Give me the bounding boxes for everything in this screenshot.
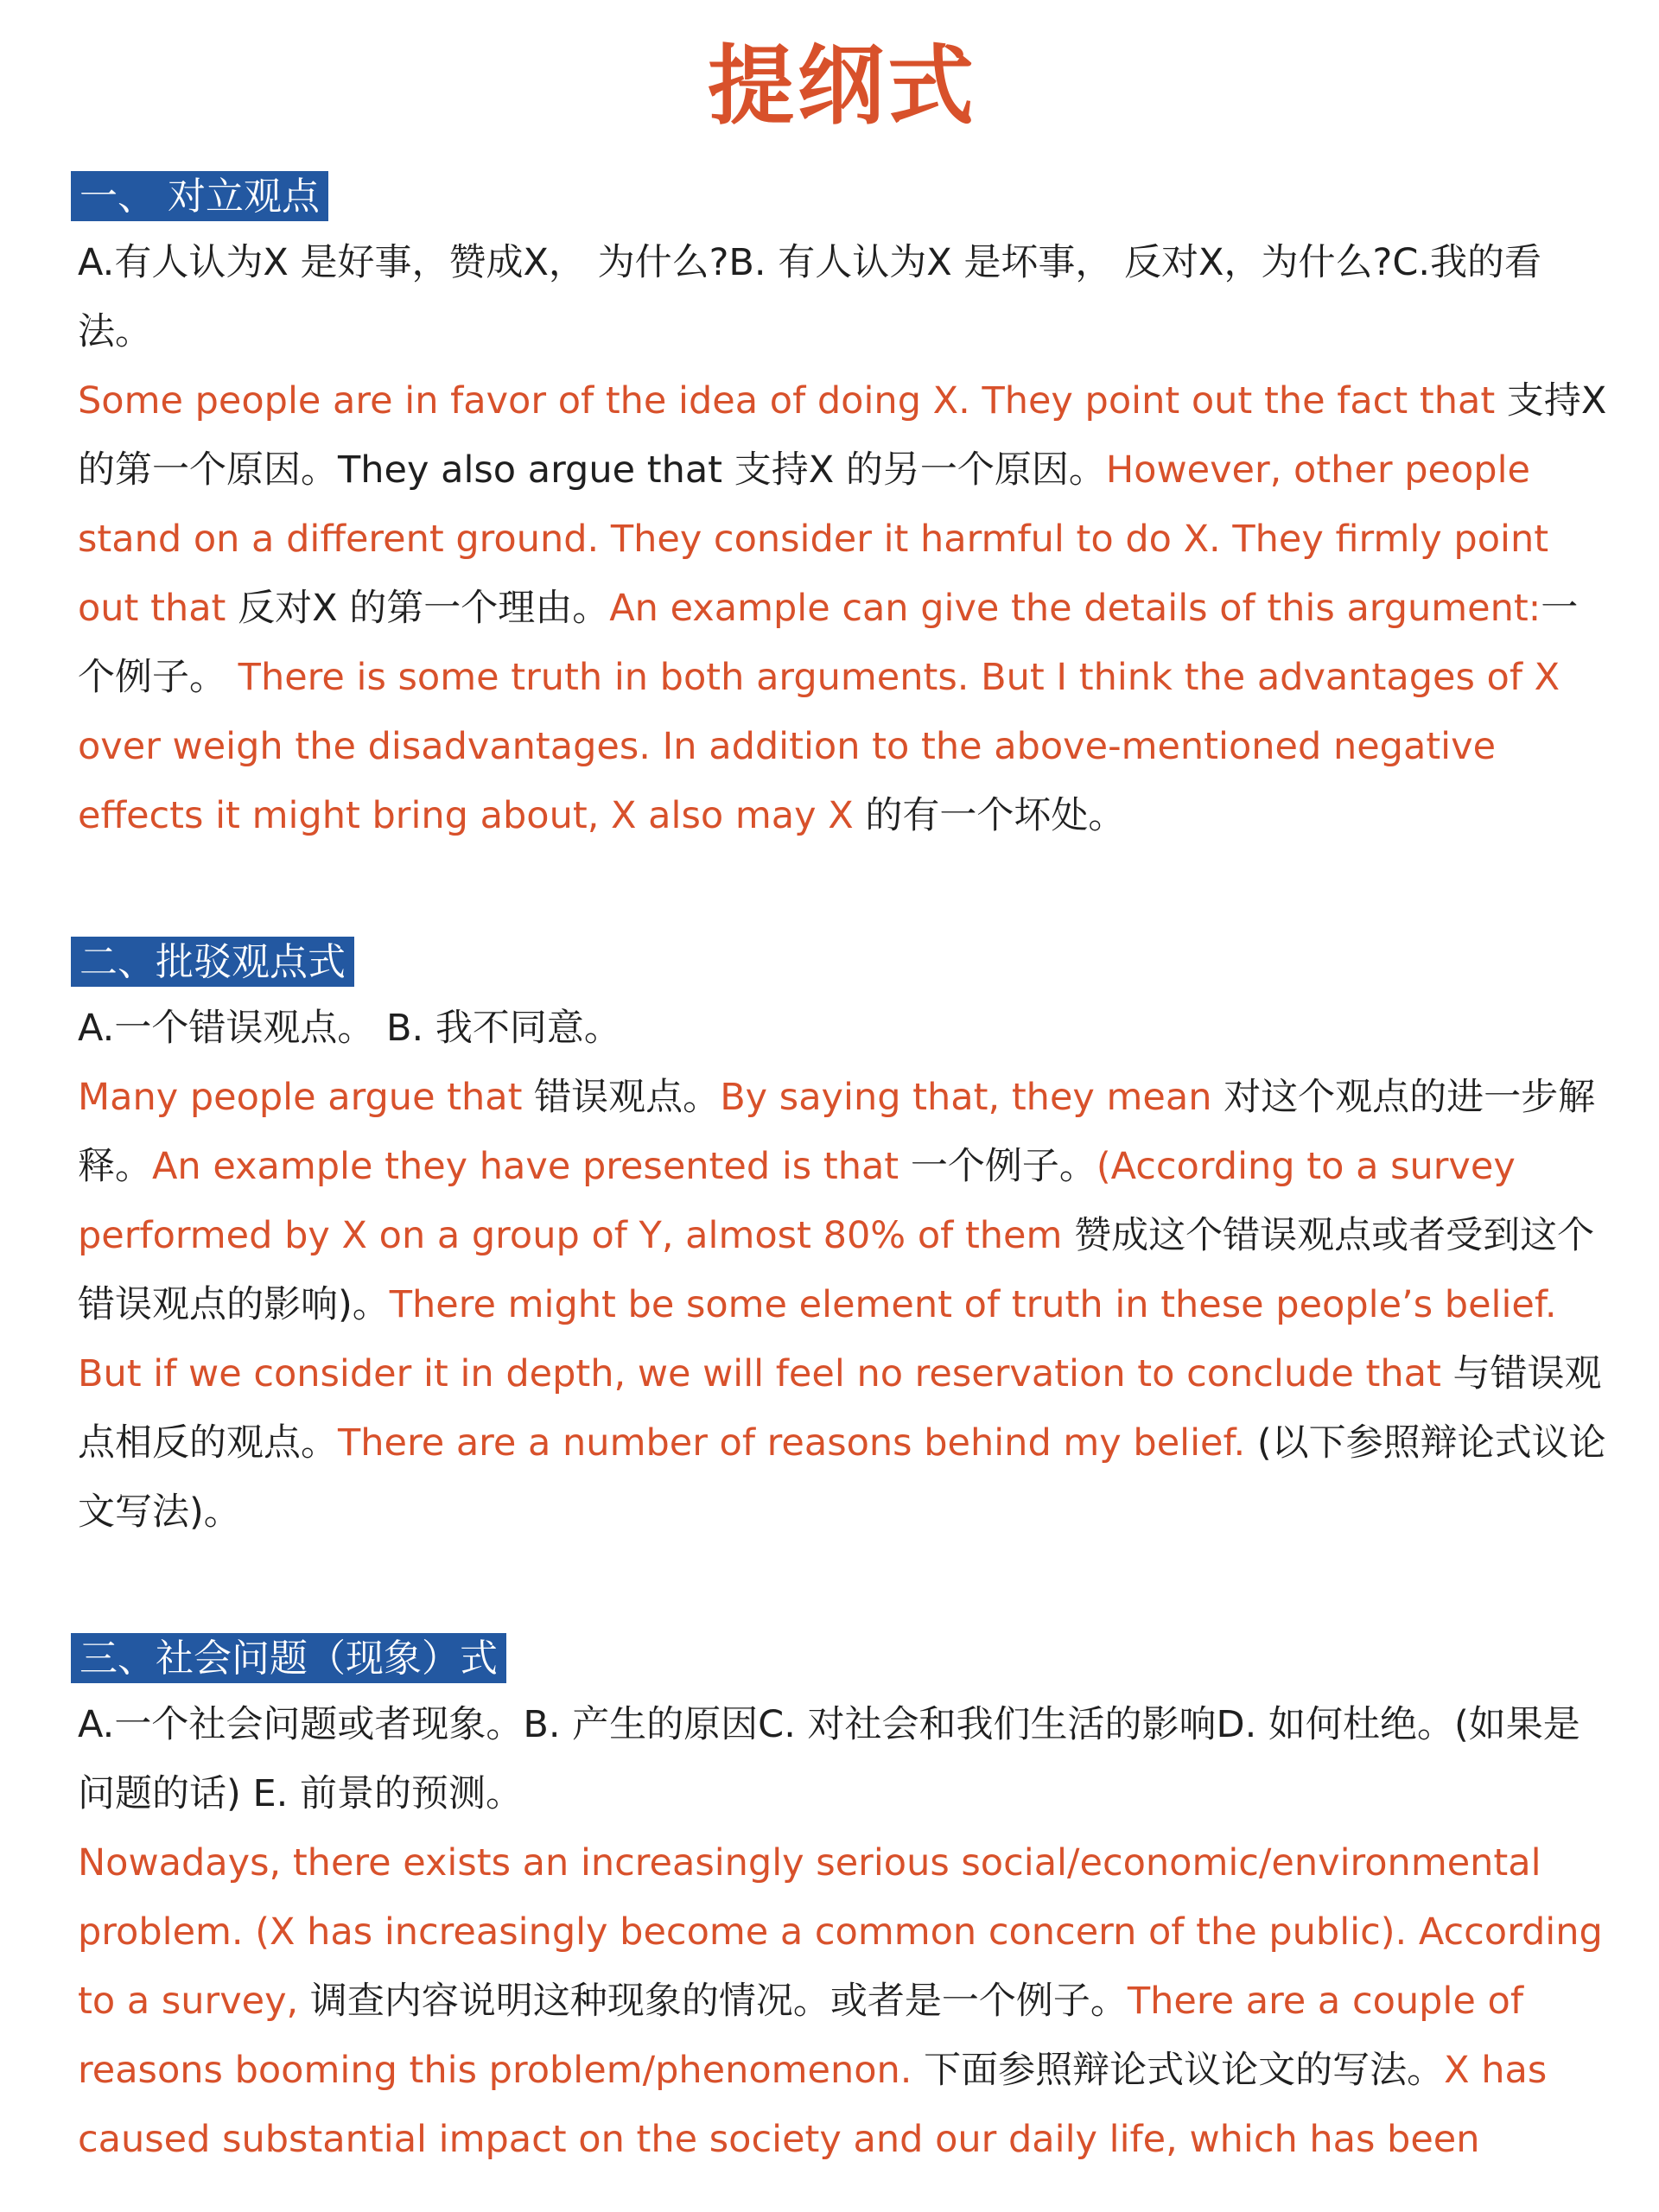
- english-template-text: An example they have presented is that: [152, 1145, 911, 1188]
- english-template-text: Many people argue that: [78, 1076, 535, 1119]
- chinese-note-text: 错误观点。: [534, 1076, 721, 1119]
- english-template-text: There are a couple of reasons booming this problem/phenomenon.: [78, 1980, 1523, 2092]
- chinese-note-text: 一个例子。: [78, 587, 1579, 699]
- english-template-text: By saying that, they mean: [720, 1076, 1224, 1119]
- section-outline: A.一个社会问题或者现象。B. 产生的原因C. 对社会和我们生活的影响D. 如何杜绝。(如果是问题的话) E. 前景的预测。: [78, 1703, 1580, 1815]
- page-title: 提纲式: [708, 35, 977, 137]
- english-template-text: There are a number of reasons behind my belief.: [338, 1421, 1257, 1465]
- chinese-note-text: 对这个观点的进一步解释。: [78, 1076, 1596, 1188]
- english-template-text: There might be some element of truth in these people’s belief. But if we consider it in depth, we will feel no reservation to conclude that: [78, 1283, 1557, 1395]
- section-heading: 三、社会问题（现象）式: [71, 1633, 506, 1683]
- section-body: [78, 1828, 1607, 2174]
- section-outline: A.一个错误观点。 B. 我不同意。: [78, 1007, 621, 1050]
- english-template-text: (According to a survey performed by X on a group of Y, almost 80% of them: [78, 1145, 1516, 1257]
- chinese-note-text: 的有一个坏处。: [865, 794, 1126, 837]
- chinese-note-text: (以下参照辩论式议论文写法)。: [78, 1421, 1606, 1534]
- chinese-note-text: 支持X 的第一个原因。They also argue that 支持X 的另一个原因。: [78, 379, 1607, 492]
- chinese-note-text: 与错误观点相反的观点。: [78, 1352, 1602, 1465]
- section-body: [78, 1063, 1607, 1547]
- section-outline: A.有人认为X 是好事，赞成X， 为什么?B. 有人认为X 是坏事， 反对X，为什么?C.我的看法。: [78, 241, 1542, 353]
- section-opposing-views: [78, 171, 1607, 850]
- english-template-text: X has caused substantial impact on the society and our daily life, which has been: [78, 2049, 1548, 2161]
- chinese-note-text: 调查内容说明这种现象的情况。或者是一个例子。: [309, 1980, 1128, 2023]
- english-template-text: There is some truth in both arguments. But I think the advantages of X over weigh the disadvantages. In addition to the above-mentioned negative effects it might bring about, X also may X: [78, 656, 1560, 837]
- chinese-note-text: 一个例子。: [910, 1145, 1096, 1188]
- english-template-text: An example can give the details of this argument:: [609, 587, 1541, 630]
- section-heading: 一、 对立观点: [71, 171, 328, 221]
- english-template-text: Nowadays, there exists an increasingly serious social/economic/environmental problem. (X has increasingly become a common concern of the public). According to a survey,: [78, 1841, 1603, 2023]
- chinese-note-text: 反对X 的第一个理由。: [238, 587, 610, 630]
- section-refutation: [78, 937, 1607, 1547]
- section-heading: 二、批驳观点式: [71, 937, 354, 987]
- english-template-text: However, other people stand on a different ground. They consider it harmful to do X. They firmly point out that: [78, 448, 1549, 630]
- english-template-text: Some people are in favor of the idea of doing X. They point out the fact that: [78, 379, 1507, 423]
- section-body: [78, 366, 1607, 850]
- chinese-note-text: 下面参照辩论式议论文的写法。: [924, 2049, 1445, 2092]
- section-social-problem: [78, 1633, 1607, 2174]
- chinese-note-text: 赞成这个错误观点或者受到这个错误观点的影响)。: [78, 1214, 1595, 1326]
